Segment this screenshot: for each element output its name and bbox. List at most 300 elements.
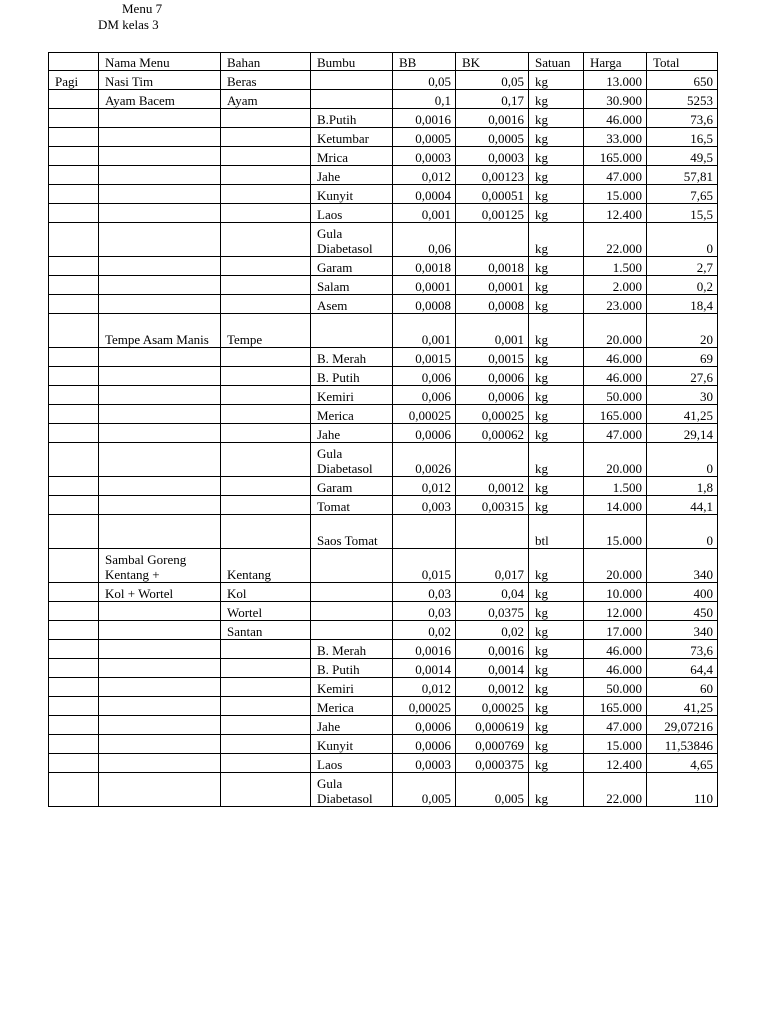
cell-ingredient <box>221 477 311 496</box>
cell-seasoning: Jahe <box>311 424 393 443</box>
cell-price: 15.000 <box>584 735 647 754</box>
cell-total: 69 <box>647 348 718 367</box>
table-row <box>49 257 718 276</box>
cell-total: 27,6 <box>647 367 718 386</box>
cell-meal-time <box>49 621 99 640</box>
cell-menu-name <box>99 166 221 185</box>
cell-price: 2.000 <box>584 276 647 295</box>
cell-bk: 0,0003 <box>456 147 529 166</box>
cell-ingredient: Kol <box>221 583 311 602</box>
cell-unit: kg <box>529 147 584 166</box>
cell-ingredient <box>221 735 311 754</box>
table-row <box>49 640 718 659</box>
cell-meal-time <box>49 716 99 735</box>
cell-unit: kg <box>529 71 584 90</box>
cell-ingredient <box>221 678 311 697</box>
table-row <box>49 90 718 109</box>
cell-total: 2,7 <box>647 257 718 276</box>
cell-menu-name <box>99 367 221 386</box>
cell-unit: kg <box>529 678 584 697</box>
table-header-row <box>49 53 718 71</box>
cell-unit: kg <box>529 276 584 295</box>
cell-menu-name: Tempe Asam Manis <box>99 314 221 348</box>
cell-price: 12.400 <box>584 204 647 223</box>
cell-unit: kg <box>529 640 584 659</box>
header-ingredient: Bahan <box>221 53 311 71</box>
cell-unit: kg <box>529 386 584 405</box>
header-meal-time <box>49 53 99 71</box>
cell-total: 110 <box>647 773 718 807</box>
cell-bb: 0,0015 <box>393 348 456 367</box>
cell-menu-name <box>99 735 221 754</box>
cell-meal-time <box>49 147 99 166</box>
cell-seasoning: B. Putih <box>311 367 393 386</box>
cell-menu-name: Kol + Wortel <box>99 583 221 602</box>
cell-menu-name <box>99 128 221 147</box>
cell-unit: kg <box>529 735 584 754</box>
cell-price: 46.000 <box>584 659 647 678</box>
cell-unit: kg <box>529 128 584 147</box>
cell-seasoning: Kemiri <box>311 386 393 405</box>
cell-bb <box>393 515 456 549</box>
cell-meal-time <box>49 223 99 257</box>
cell-bk: 0,00025 <box>456 405 529 424</box>
cell-meal-time <box>49 549 99 583</box>
cell-menu-name <box>99 659 221 678</box>
cell-meal-time <box>49 583 99 602</box>
cell-price: 14.000 <box>584 496 647 515</box>
cell-menu-name <box>99 204 221 223</box>
cell-bk: 0,0005 <box>456 128 529 147</box>
cell-menu-name: Sambal Goreng Kentang + <box>99 549 221 583</box>
cell-meal-time <box>49 477 99 496</box>
cell-menu-name <box>99 405 221 424</box>
cell-ingredient <box>221 773 311 807</box>
cell-unit: kg <box>529 185 584 204</box>
cell-total: 29,14 <box>647 424 718 443</box>
cell-menu-name <box>99 621 221 640</box>
cell-meal-time <box>49 773 99 807</box>
cell-bb: 0,0006 <box>393 735 456 754</box>
cell-seasoning: B.Putih <box>311 109 393 128</box>
cell-menu-name <box>99 716 221 735</box>
cell-menu-name <box>99 678 221 697</box>
cell-unit: kg <box>529 314 584 348</box>
cell-price: 20.000 <box>584 314 647 348</box>
table-row <box>49 496 718 515</box>
cell-price: 22.000 <box>584 223 647 257</box>
cell-seasoning: Mrica <box>311 147 393 166</box>
table-row <box>49 276 718 295</box>
cell-seasoning: Asem <box>311 295 393 314</box>
cell-seasoning <box>311 90 393 109</box>
cell-total: 0 <box>647 443 718 477</box>
cell-price: 22.000 <box>584 773 647 807</box>
cell-seasoning: Garam <box>311 477 393 496</box>
cell-bb: 0,0008 <box>393 295 456 314</box>
cell-meal-time <box>49 735 99 754</box>
cell-bb: 0,0006 <box>393 424 456 443</box>
class-subtitle: DM kelas 3 <box>98 17 159 32</box>
table-row <box>49 405 718 424</box>
cell-unit: kg <box>529 716 584 735</box>
cell-unit: kg <box>529 754 584 773</box>
cell-bb: 0,015 <box>393 549 456 583</box>
cell-seasoning: Gula Diabetasol <box>311 443 393 477</box>
cell-total: 41,25 <box>647 697 718 716</box>
cell-unit: kg <box>529 583 584 602</box>
cell-seasoning: Merica <box>311 697 393 716</box>
cell-seasoning: Laos <box>311 754 393 773</box>
cell-bb: 0,0016 <box>393 640 456 659</box>
header-seasoning: Bumbu <box>311 53 393 71</box>
cell-price: 46.000 <box>584 367 647 386</box>
cell-bk <box>456 443 529 477</box>
cell-total: 73,6 <box>647 640 718 659</box>
cell-unit: kg <box>529 773 584 807</box>
cell-menu-name <box>99 477 221 496</box>
cell-ingredient: Beras <box>221 71 311 90</box>
cell-menu-name <box>99 697 221 716</box>
cell-ingredient <box>221 424 311 443</box>
cell-ingredient: Kentang <box>221 549 311 583</box>
cell-bk: 0,005 <box>456 773 529 807</box>
cell-ingredient <box>221 640 311 659</box>
cell-meal-time <box>49 314 99 348</box>
header-menu-name: Nama Menu <box>99 53 221 71</box>
cell-price: 46.000 <box>584 348 647 367</box>
cell-total: 400 <box>647 583 718 602</box>
cell-bb: 0,0005 <box>393 128 456 147</box>
cell-bk: 0,00123 <box>456 166 529 185</box>
cell-bk: 0,0012 <box>456 477 529 496</box>
cell-price: 33.000 <box>584 128 647 147</box>
cell-ingredient <box>221 147 311 166</box>
cell-meal-time <box>49 424 99 443</box>
table-row <box>49 477 718 496</box>
cell-ingredient <box>221 443 311 477</box>
table-row <box>49 185 718 204</box>
cell-total: 650 <box>647 71 718 90</box>
cell-price: 165.000 <box>584 405 647 424</box>
cell-bk: 0,02 <box>456 621 529 640</box>
cell-meal-time <box>49 405 99 424</box>
cell-unit: kg <box>529 348 584 367</box>
cell-unit: kg <box>529 621 584 640</box>
cell-total: 340 <box>647 621 718 640</box>
cell-ingredient <box>221 223 311 257</box>
cell-meal-time <box>49 443 99 477</box>
header-bb: BB <box>393 53 456 71</box>
cell-bb: 0,03 <box>393 602 456 621</box>
cell-bb: 0,006 <box>393 386 456 405</box>
cell-meal-time <box>49 367 99 386</box>
table-row <box>49 678 718 697</box>
table-row <box>49 424 718 443</box>
cell-bk: 0,00025 <box>456 697 529 716</box>
cell-seasoning: B. Putih <box>311 659 393 678</box>
cell-bk: 0,0015 <box>456 348 529 367</box>
table-row <box>49 697 718 716</box>
cell-meal-time <box>49 640 99 659</box>
cell-seasoning <box>311 602 393 621</box>
cell-price: 165.000 <box>584 147 647 166</box>
cell-seasoning: B. Merah <box>311 640 393 659</box>
table-row <box>49 314 718 348</box>
cell-meal-time <box>49 276 99 295</box>
cell-bk: 0,05 <box>456 71 529 90</box>
cell-bb: 0,003 <box>393 496 456 515</box>
cell-total: 20 <box>647 314 718 348</box>
cell-menu-name <box>99 386 221 405</box>
cell-bk: 0,0008 <box>456 295 529 314</box>
cell-bb: 0,0018 <box>393 257 456 276</box>
header-unit: Satuan <box>529 53 584 71</box>
cell-seasoning <box>311 621 393 640</box>
cell-menu-name <box>99 185 221 204</box>
cell-seasoning: Merica <box>311 405 393 424</box>
cell-seasoning <box>311 314 393 348</box>
header-total: Total <box>647 53 718 71</box>
cell-price: 47.000 <box>584 166 647 185</box>
cell-unit: kg <box>529 697 584 716</box>
header-bk: BK <box>456 53 529 71</box>
cell-bk: 0,00051 <box>456 185 529 204</box>
cell-ingredient <box>221 276 311 295</box>
cell-meal-time: Pagi <box>49 71 99 90</box>
cell-menu-name: Nasi Tim <box>99 71 221 90</box>
cell-bb: 0,03 <box>393 583 456 602</box>
table-row <box>49 386 718 405</box>
cell-bb: 0,0006 <box>393 716 456 735</box>
cell-ingredient <box>221 109 311 128</box>
cell-seasoning <box>311 583 393 602</box>
table-row <box>49 295 718 314</box>
cell-unit: kg <box>529 109 584 128</box>
cell-seasoning: Saos Tomat <box>311 515 393 549</box>
cell-meal-time <box>49 295 99 314</box>
cell-meal-time <box>49 166 99 185</box>
cell-bb: 0,06 <box>393 223 456 257</box>
cell-unit: kg <box>529 659 584 678</box>
cell-seasoning: Garam <box>311 257 393 276</box>
table-row <box>49 71 718 90</box>
cell-menu-name <box>99 496 221 515</box>
cell-seasoning: B. Merah <box>311 348 393 367</box>
cell-unit: kg <box>529 367 584 386</box>
cell-seasoning: Laos <box>311 204 393 223</box>
table-row <box>49 773 718 807</box>
cell-ingredient <box>221 257 311 276</box>
cell-ingredient <box>221 348 311 367</box>
cell-price: 1.500 <box>584 477 647 496</box>
cell-total: 5253 <box>647 90 718 109</box>
cell-unit: kg <box>529 602 584 621</box>
cell-price: 50.000 <box>584 386 647 405</box>
cell-ingredient <box>221 166 311 185</box>
cell-unit: kg <box>529 405 584 424</box>
cell-bk: 0,00062 <box>456 424 529 443</box>
cell-total: 57,81 <box>647 166 718 185</box>
cell-bb: 0,005 <box>393 773 456 807</box>
cell-total: 44,1 <box>647 496 718 515</box>
cell-total: 49,5 <box>647 147 718 166</box>
cell-price: 15.000 <box>584 185 647 204</box>
cell-ingredient <box>221 697 311 716</box>
cell-meal-time <box>49 109 99 128</box>
cell-bb: 0,0003 <box>393 147 456 166</box>
cell-total: 16,5 <box>647 128 718 147</box>
cell-unit: kg <box>529 477 584 496</box>
cell-bb: 0,02 <box>393 621 456 640</box>
cell-bb: 0,012 <box>393 166 456 185</box>
cell-menu-name <box>99 109 221 128</box>
cell-bk <box>456 223 529 257</box>
cell-bb: 0,0001 <box>393 276 456 295</box>
cell-total: 1,8 <box>647 477 718 496</box>
cell-bb: 0,1 <box>393 90 456 109</box>
cell-price: 47.000 <box>584 716 647 735</box>
table-row <box>49 621 718 640</box>
cell-seasoning: Gula Diabetasol <box>311 773 393 807</box>
cell-bk: 0,0016 <box>456 640 529 659</box>
cell-meal-time <box>49 678 99 697</box>
cell-bk: 0,0001 <box>456 276 529 295</box>
cell-bb: 0,0003 <box>393 754 456 773</box>
cell-ingredient <box>221 367 311 386</box>
cell-bk: 0,0006 <box>456 367 529 386</box>
cell-meal-time <box>49 128 99 147</box>
cell-unit: kg <box>529 223 584 257</box>
cell-price: 30.900 <box>584 90 647 109</box>
cell-meal-time <box>49 659 99 678</box>
cell-unit: kg <box>529 166 584 185</box>
table-row <box>49 128 718 147</box>
cell-seasoning: Jahe <box>311 166 393 185</box>
cell-price: 46.000 <box>584 640 647 659</box>
cell-total: 0 <box>647 515 718 549</box>
cell-unit: kg <box>529 424 584 443</box>
cell-ingredient <box>221 754 311 773</box>
table-row <box>49 166 718 185</box>
cell-bb: 0,00025 <box>393 697 456 716</box>
cell-meal-time <box>49 754 99 773</box>
cell-menu-name <box>99 602 221 621</box>
cell-unit: kg <box>529 549 584 583</box>
cell-total: 64,4 <box>647 659 718 678</box>
cell-ingredient: Wortel <box>221 602 311 621</box>
cell-seasoning: Kunyit <box>311 735 393 754</box>
cell-price: 13.000 <box>584 71 647 90</box>
cell-bb: 0,05 <box>393 71 456 90</box>
cell-total: 0,2 <box>647 276 718 295</box>
cell-total: 4,65 <box>647 754 718 773</box>
cell-ingredient <box>221 204 311 223</box>
cell-meal-time <box>49 185 99 204</box>
cell-bk: 0,001 <box>456 314 529 348</box>
cell-seasoning <box>311 549 393 583</box>
cell-price: 23.000 <box>584 295 647 314</box>
cell-meal-time <box>49 204 99 223</box>
cell-menu-name <box>99 754 221 773</box>
cell-menu-name <box>99 515 221 549</box>
cell-meal-time <box>49 257 99 276</box>
cell-bk: 0,0014 <box>456 659 529 678</box>
cell-total: 41,25 <box>647 405 718 424</box>
table-row <box>49 223 718 257</box>
table-row <box>49 659 718 678</box>
cell-bb: 0,001 <box>393 204 456 223</box>
cell-bb: 0,00025 <box>393 405 456 424</box>
cell-seasoning: Kunyit <box>311 185 393 204</box>
cell-bk: 0,000619 <box>456 716 529 735</box>
cell-bk: 0,00315 <box>456 496 529 515</box>
table-row <box>49 754 718 773</box>
cell-menu-name <box>99 276 221 295</box>
cell-ingredient <box>221 185 311 204</box>
table-row <box>49 735 718 754</box>
cell-bb: 0,006 <box>393 367 456 386</box>
cell-menu-name <box>99 257 221 276</box>
cell-bk <box>456 515 529 549</box>
cell-ingredient <box>221 515 311 549</box>
cell-meal-time <box>49 90 99 109</box>
menu-title: Menu 7 <box>122 1 163 16</box>
cell-price: 50.000 <box>584 678 647 697</box>
cell-ingredient <box>221 659 311 678</box>
cell-price: 12.400 <box>584 754 647 773</box>
cell-bb: 0,0026 <box>393 443 456 477</box>
cell-seasoning: Ketumbar <box>311 128 393 147</box>
cell-total: 7,65 <box>647 185 718 204</box>
cell-menu-name <box>99 640 221 659</box>
cell-bb: 0,001 <box>393 314 456 348</box>
cell-bk: 0,0012 <box>456 678 529 697</box>
cell-bk: 0,0006 <box>456 386 529 405</box>
cell-price: 15.000 <box>584 515 647 549</box>
cell-price: 20.000 <box>584 443 647 477</box>
cell-bk: 0,00125 <box>456 204 529 223</box>
cell-meal-time <box>49 697 99 716</box>
table-row <box>49 367 718 386</box>
cell-unit: kg <box>529 257 584 276</box>
cell-bk: 0,0375 <box>456 602 529 621</box>
cell-price: 46.000 <box>584 109 647 128</box>
cell-bb: 0,0014 <box>393 659 456 678</box>
table-row <box>49 443 718 477</box>
table-row <box>49 204 718 223</box>
table-row <box>49 583 718 602</box>
cell-seasoning: Jahe <box>311 716 393 735</box>
cell-total: 18,4 <box>647 295 718 314</box>
cell-seasoning: Kemiri <box>311 678 393 697</box>
cell-ingredient <box>221 496 311 515</box>
cell-ingredient: Ayam <box>221 90 311 109</box>
cell-meal-time <box>49 602 99 621</box>
cell-menu-name <box>99 443 221 477</box>
cell-menu-name <box>99 147 221 166</box>
cell-price: 12.000 <box>584 602 647 621</box>
cell-bk: 0,17 <box>456 90 529 109</box>
cell-menu-name <box>99 348 221 367</box>
cell-bb: 0,012 <box>393 477 456 496</box>
table-row <box>49 147 718 166</box>
cell-seasoning: Tomat <box>311 496 393 515</box>
cell-meal-time <box>49 386 99 405</box>
cell-ingredient <box>221 405 311 424</box>
cell-total: 30 <box>647 386 718 405</box>
menu-ingredients-table <box>48 52 718 807</box>
